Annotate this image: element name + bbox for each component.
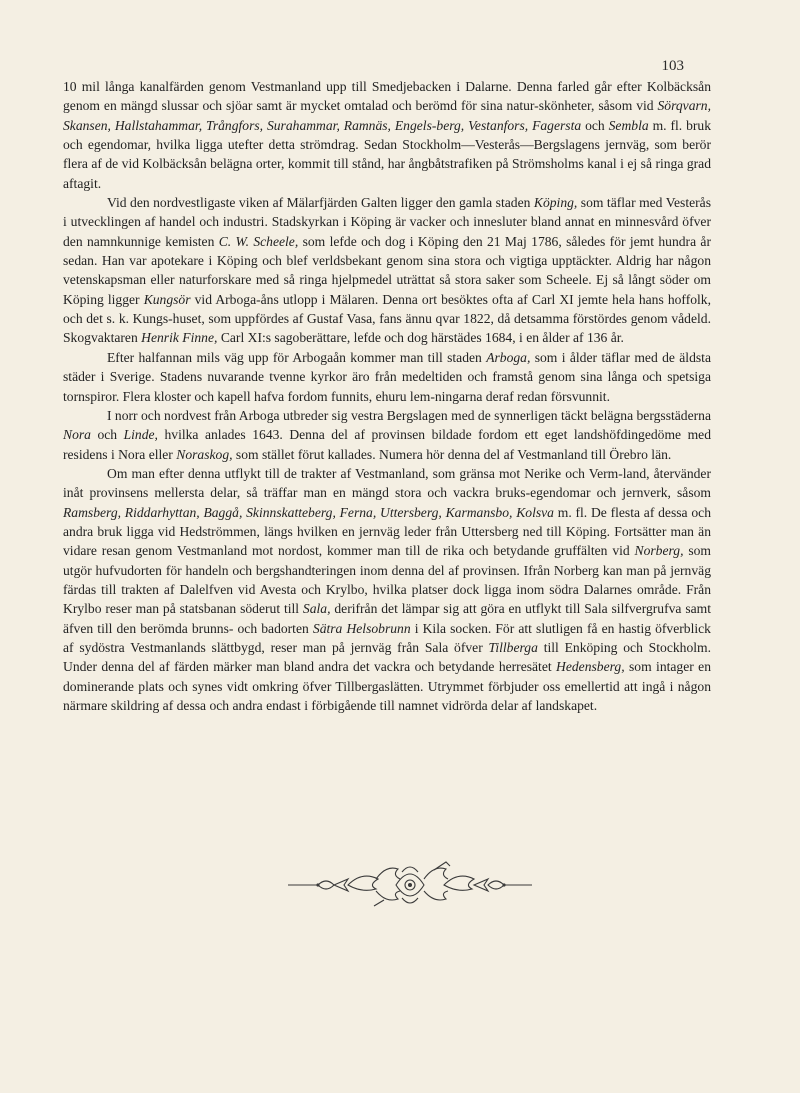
text-run: som utgör hufvudorten för handeln och bergshandteringen inom denna del af provinsen. Ifrån Norberg kan man på jernväg färdas till trakten af Dalelfven vid Avesta och Krylbo, hvilka platser dock ligga inom södra Dalarnes område. Från Krylbo reser man på statsbanan söderut till [63, 543, 712, 617]
italic-name: Ramsberg, Riddarhyttan, Baggå, Skinnskatteberg, Ferna, Uttersberg, Karmansbo, Kolsva [63, 504, 554, 520]
italic-name: Arboga, [486, 349, 531, 365]
body-text [63, 77, 711, 715]
italic-name: Norberg, [634, 543, 684, 559]
paragraph [63, 193, 711, 348]
text-run: och [581, 117, 609, 133]
text-run: till Enköping och Stockholm. Under denna del af färden märker man bland andra det vackra och betydande herresätet [63, 639, 711, 675]
tailpiece-ornament-icon [284, 858, 536, 908]
italic-name: Henrik Finne, [141, 330, 218, 346]
italic-name: Sätra Helsobrunn [312, 620, 411, 636]
text-run: Vid den nordvestligaste viken af Mälarfjärden Galten ligger den gamla staden [107, 195, 534, 211]
italic-name: Sörqvarn, Skansen, Hallstahammar, Trångfors, Surahammar, Ramnäs, Engels-berg, Vestanfors, Fagersta [63, 98, 711, 133]
text-run: hvilka anlades 1643. Denna del af provinsen bildade fordom ett eget landshöfdingedöme med residens i Nora eller [63, 427, 711, 462]
italic-name: Hedensberg, [556, 659, 625, 675]
text-run: i Kila socken. För att slutligen få en hastig öfverblick af sydöstra Vestmanlands slättbygd, reser man på jernväg från Sala öfver [63, 620, 711, 655]
text-run: Efter halfannan mils väg upp för Arbogaån kommer man till staden [107, 349, 487, 365]
italic-name: Sala, [302, 601, 331, 617]
italic-name: Tillberga [488, 639, 538, 655]
text-run: m. fl. bruk och egendomar, hvilka ligga utefter detta strömdrag. Sedan Stockholm—Vesterås—Bergslagens jernväg, som berör flera af de vid Kolbäcksån belägna orter, kommit till stånd, har ångbåtstrafiken på Strömsholms kanal i ej så ringa grad aftagit. [63, 117, 711, 191]
italic-name: Linde, [123, 427, 158, 443]
text-run: som intager en dominerande plats och synes vidt omkring öfver Tillbergaslätten. Utrymmet förbjuder oss emellertid att ingå i någon närmare skildring af dessa och andra endast i förbigående till namnet vidrörda delar af landskapet. [63, 659, 711, 713]
text-run: och [90, 427, 124, 443]
text-run: m. fl. De flesta af dessa och andra bruk ligga vid Hedströmmen, längs hvilken en jernväg leder från Uttersberg ned till Köping. Fortsätter man än vidare resan genom Vestmanland mot nordost, kommer man till de rika och betydande gruffälten vid [63, 504, 711, 559]
paragraph [63, 77, 711, 193]
italic-name: Sembla [608, 117, 649, 133]
paragraph [63, 348, 711, 406]
italic-name: Kungsör [143, 291, 191, 307]
page-number: 103 [661, 58, 684, 74]
text-run: som täflar med Vesterås i utvecklingen af handel och industri. Stadskyrkan i Köping är vacker och innesluter bland annat en minnesvård öfver den namnkunnige kemisten [63, 195, 711, 249]
text-run: derifrån det lämpar sig att göra en utflykt till Sala silfvergrufva samt äfven till den berömda brunns- och badorten [63, 601, 711, 636]
text-run: I norr och nordvest från Arboga utbreder sig vestra Bergslagen med de synnerligen täckt belägna bergsstäderna [107, 407, 711, 423]
text-run: som i ålder täflar med de äldsta städer i Sverige. Stadens nuvarande tvenne kyrkor äro från medeltiden och framstå genom sina långa och spetsiga tornspiror. Flera kloster och kapell hafva fordom funnits, ehuru lem-ningarna deraf redan försvunnit. [63, 349, 711, 404]
italic-name: Nora [63, 427, 91, 443]
text-run: vid Arboga-åns utlopp i Mälaren. Denna ort besöktes ofta af Carl XI jemte hela hans hoffolk, och det s. k. Kungs-huset, som uppfördes af Gustaf Vasa, fans ännu qvar 1822, då detsamma förstördes genom vådeld. Skogvaktaren [63, 291, 712, 346]
paragraph [63, 464, 711, 715]
italic-name: Noraskog, [176, 446, 233, 462]
italic-name: C. W. Scheele, [218, 233, 299, 249]
text-run: Om man efter denna utflykt till de trakter af Vestmanland, som gränsa mot Nerike och Verm-land, återvänder inåt provinsens mellersta delar, så träffar man en mängd stora och vackra bruks-egendomar och jernverk, såsom [63, 465, 711, 501]
text-run: Carl XI:s sagoberättare, lefde och dog härstädes 1684, i en ålder af 136 år. [217, 330, 624, 346]
paragraph [63, 406, 711, 464]
italic-name: Köping, [533, 195, 578, 211]
text-run: som lefde och dog i Köping den 21 Maj 1786, således för jemt hundra år sedan. Han var apotekare i Köping och blef verldsbekant genom sina stora och vigtiga upptäckter. Aldrig har någon vetenskapsman eller naturforskare med så ringa hjelpmedel uträttat så stora saker som Scheele. Ej så långt söder om Köping ligger [63, 233, 711, 307]
text-run: som stället förut kallades. Numera hör denna del af Vestmanland till Örebro län. [232, 446, 672, 462]
text-run: 10 mil långa kanalfärden genom Vestmanland upp till Smedjebacken i Dalarne. Denna farled går efter Kolbäcksån genom en mängd slussar och sjöar samt är mycket omtalad och berömd för sina natur-skönheter, såsom vid [63, 79, 711, 114]
